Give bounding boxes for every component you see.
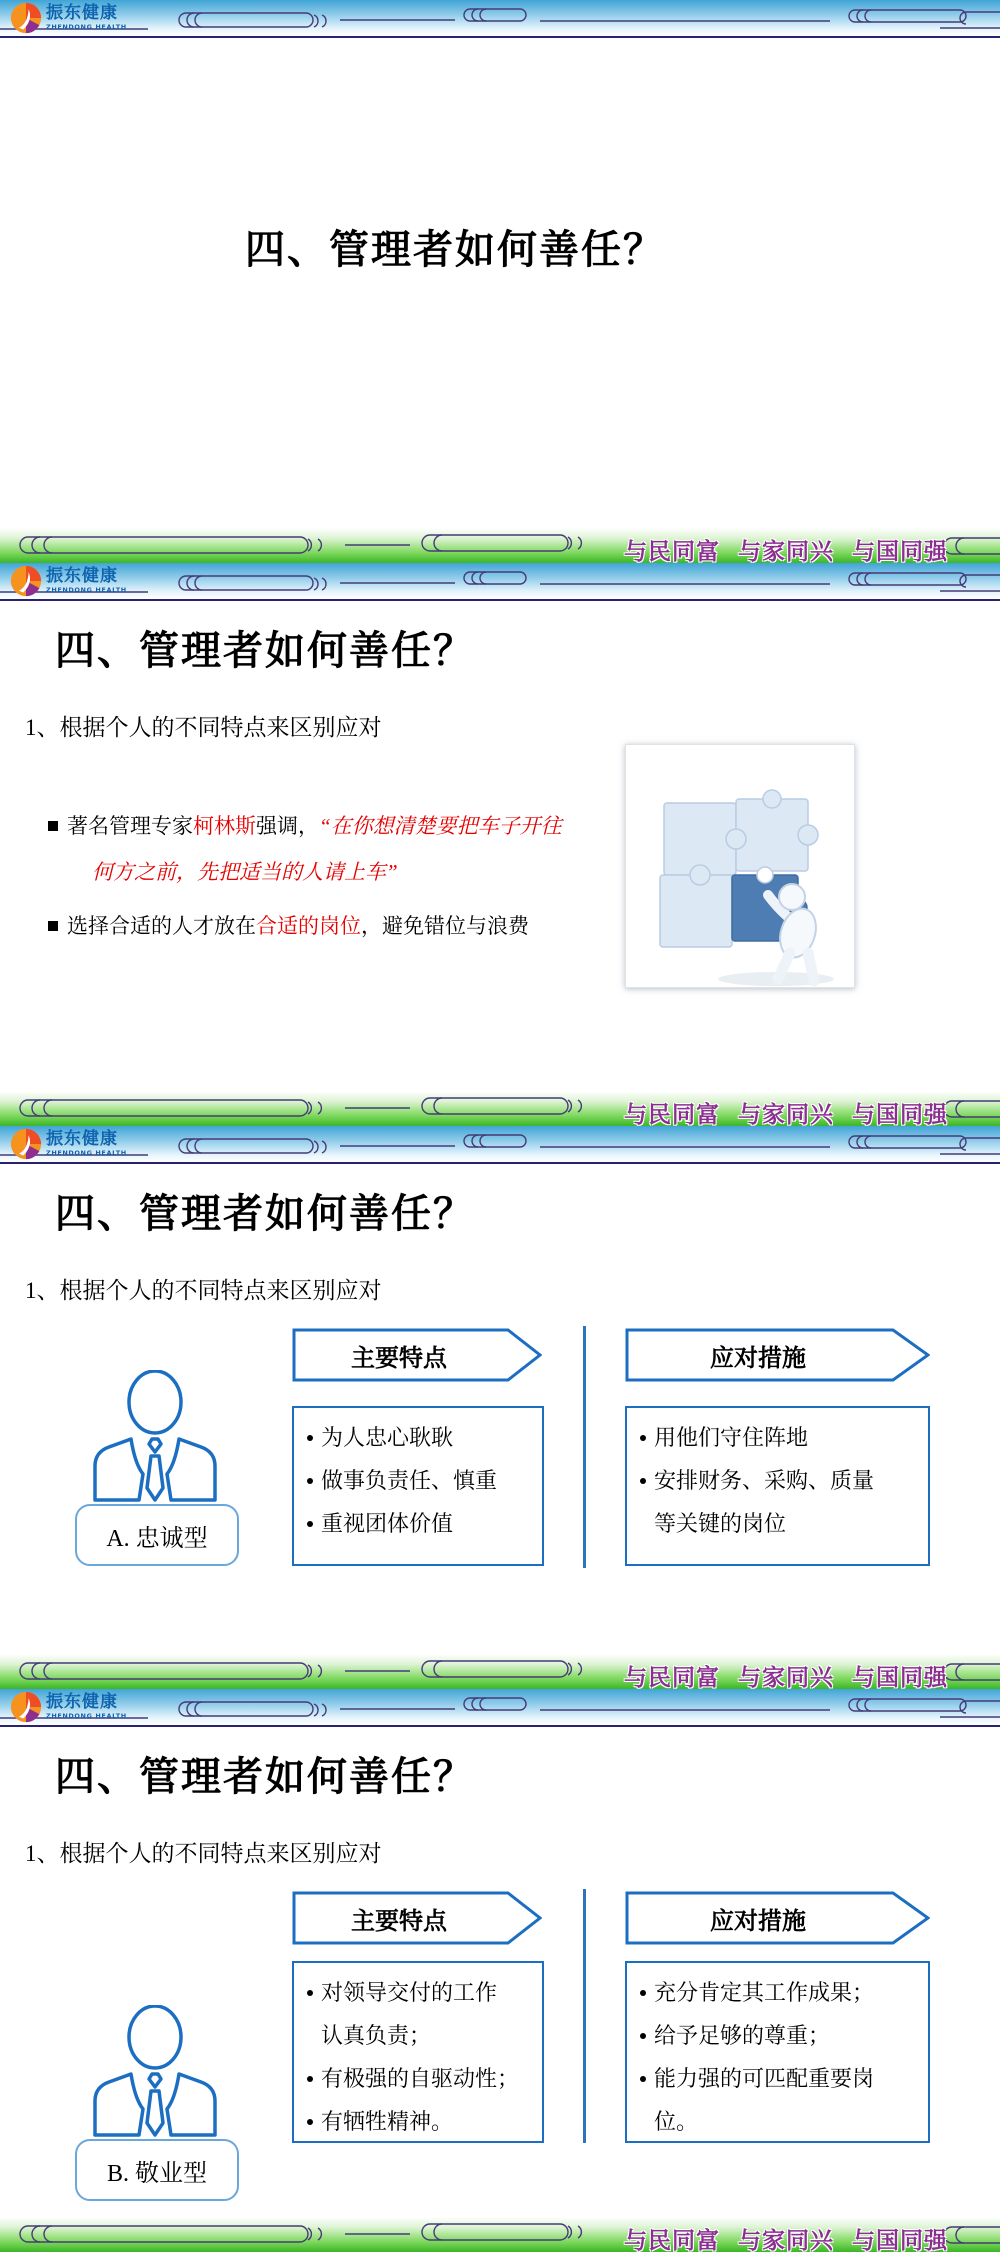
dot-bullet-marker [307, 2076, 313, 2082]
column-divider [583, 1326, 586, 1568]
column-header-text: 应对措施 [710, 1908, 806, 1935]
logo-icon [10, 1128, 42, 1160]
dot-bullet-marker [640, 1990, 646, 1996]
feature-item [304, 2100, 536, 2143]
company-logo [10, 1691, 127, 1723]
bullet-item-1-line-1 [48, 803, 628, 849]
bullet-item-1-line-2 [48, 849, 628, 895]
logo-text-cn: 振东健康 [46, 1692, 118, 1713]
measure-item-continuation [637, 2100, 922, 2143]
measure-item [637, 2014, 922, 2057]
dot-bullet-marker [307, 1521, 313, 1527]
measure-item-continuation [637, 1502, 922, 1545]
feature-text: 重视团体价值 [321, 1511, 454, 1536]
slide-footer-banner [0, 1091, 1000, 1126]
person-icon [85, 1370, 225, 1502]
logo-text-en: ZHENDONG HEALTH [46, 1149, 127, 1158]
dot-bullet-marker [307, 2119, 313, 2125]
features-box [292, 1961, 544, 2143]
column-header-text: 主要特点 [351, 1345, 447, 1372]
dot-bullet-marker [307, 1435, 313, 1441]
dot-bullet-marker [307, 1990, 313, 1996]
slide-title: 四、管理者如何善任？ [245, 227, 665, 273]
slide-footer-banner [0, 1654, 1000, 1689]
feature-item [304, 1971, 536, 2014]
feature-item [304, 2057, 536, 2100]
logo-text-en: ZHENDONG HEALTH [46, 586, 127, 595]
measure-item [637, 2057, 922, 2100]
slide-title: 四、管理者如何善任？ [55, 628, 475, 674]
square-bullet-marker [48, 821, 58, 831]
column-header-measures [625, 1328, 930, 1382]
feature-item [304, 1502, 536, 1545]
feature-text: 为人忠心耿耿 [321, 1425, 454, 1450]
slide-1 [0, 0, 1000, 563]
type-label: B. 敬业型 [75, 2139, 239, 2201]
slide-title: 四、管理者如何善任？ [55, 1754, 475, 1800]
measures-box [625, 1961, 930, 2143]
slide-subtitle: 1、根据个人的不同特点来区别应对 [25, 1278, 382, 1303]
puzzle-illustration [626, 745, 854, 987]
logo-text-cn: 振东健康 [46, 1129, 118, 1150]
logo-text-en: ZHENDONG HEALTH [46, 23, 127, 32]
feature-item-continuation [304, 2014, 536, 2057]
square-bullet-marker [48, 921, 58, 931]
company-logo [10, 2, 127, 34]
bullet-text-red: 合适的岗位 [256, 914, 361, 938]
measure-text: 等关键的岗位 [654, 1511, 787, 1536]
bullet-quote-red: 何方之前，先把适当的人请上车” [92, 860, 398, 884]
header-swirl-decoration [0, 1689, 1000, 1725]
measure-text: 充分肯定其工作成果； [654, 1980, 875, 2005]
slide-3 [0, 1126, 1000, 1689]
footer-slogan: 与民同富 与家同兴 与国同强 [623, 1102, 948, 1126]
bullet-text: ，避免错位与浪费 [361, 914, 529, 938]
measure-text: 用他们守住阵地 [654, 1425, 809, 1450]
measure-item [637, 1416, 922, 1459]
slide-title: 四、管理者如何善任？ [55, 1191, 475, 1237]
slide-footer-banner [0, 2217, 1000, 2252]
feature-text: 做事负责任、慎重 [321, 1468, 498, 1493]
bullet-quote-red: “在你想清楚要把车子开往 [319, 814, 562, 838]
slide-header-banner [0, 1126, 1000, 1164]
dot-bullet-marker [307, 1478, 313, 1484]
feature-text: 有极强的自驱动性； [321, 2066, 520, 2091]
bullet-text: 选择合适的人才放在 [67, 914, 256, 938]
slide-header-banner [0, 1689, 1000, 1727]
feature-text: 对领导交付的工作 [321, 1980, 498, 2005]
logo-icon [10, 565, 42, 597]
logo-icon [10, 2, 42, 34]
slide-4 [0, 1689, 1000, 2252]
measure-text: 能力强的可匹配重要岗 [654, 2066, 875, 2091]
footer-slogan: 与民同富 与家同兴 与国同强 [623, 1665, 948, 1689]
dot-bullet-marker [640, 2033, 646, 2039]
measure-item [637, 1971, 922, 2014]
header-swirl-decoration [0, 0, 1000, 36]
logo-text-en: ZHENDONG HEALTH [46, 1712, 127, 1721]
type-label: A. 忠诚型 [75, 1504, 239, 1566]
company-logo [10, 565, 127, 597]
measure-text: 安排财务、采购、质量 [654, 1468, 875, 1493]
features-box [292, 1406, 544, 1566]
puzzle-teamwork-image [625, 744, 855, 988]
measure-text: 位。 [654, 2109, 699, 2134]
column-header-measures [625, 1891, 930, 1945]
column-header-features [292, 1328, 542, 1382]
feature-text: 认真负责； [321, 2023, 432, 2048]
measures-box [625, 1406, 930, 1566]
column-header-features [292, 1891, 542, 1945]
feature-item [304, 1459, 536, 1502]
header-swirl-decoration [0, 563, 1000, 599]
feature-text: 有牺牲精神。 [321, 2109, 454, 2134]
dot-bullet-marker [640, 2076, 646, 2082]
slide-subtitle: 1、根据个人的不同特点来区别应对 [25, 715, 382, 740]
bullet-text: 强调， [256, 814, 319, 838]
person-icon [85, 2005, 225, 2137]
bullet-text-red: 柯林斯 [193, 814, 256, 838]
company-logo [10, 1128, 127, 1160]
measure-item [637, 1459, 922, 1502]
bullet-text: 著名管理专家 [67, 814, 193, 838]
header-swirl-decoration [0, 1126, 1000, 1162]
column-header-text: 主要特点 [351, 1908, 447, 1935]
column-divider [583, 1889, 586, 2143]
footer-slogan: 与民同富 与家同兴 与国同强 [623, 539, 948, 563]
dot-bullet-marker [640, 1478, 646, 1484]
column-header-text: 应对措施 [710, 1345, 806, 1372]
slide-subtitle: 1、根据个人的不同特点来区别应对 [25, 1841, 382, 1866]
logo-icon [10, 1691, 42, 1723]
measure-text: 给予足够的尊重； [654, 2023, 831, 2048]
dot-bullet-marker [640, 1435, 646, 1441]
logo-text-cn: 振东健康 [46, 3, 118, 24]
slide-header-banner [0, 563, 1000, 601]
slide-footer-banner [0, 528, 1000, 563]
slide-header-banner [0, 0, 1000, 38]
footer-slogan: 与民同富 与家同兴 与国同强 [623, 2228, 948, 2252]
bullet-list [48, 803, 628, 949]
feature-item [304, 1416, 536, 1459]
bullet-item-2 [48, 903, 628, 949]
logo-text-cn: 振东健康 [46, 566, 118, 587]
slide-2 [0, 563, 1000, 1126]
